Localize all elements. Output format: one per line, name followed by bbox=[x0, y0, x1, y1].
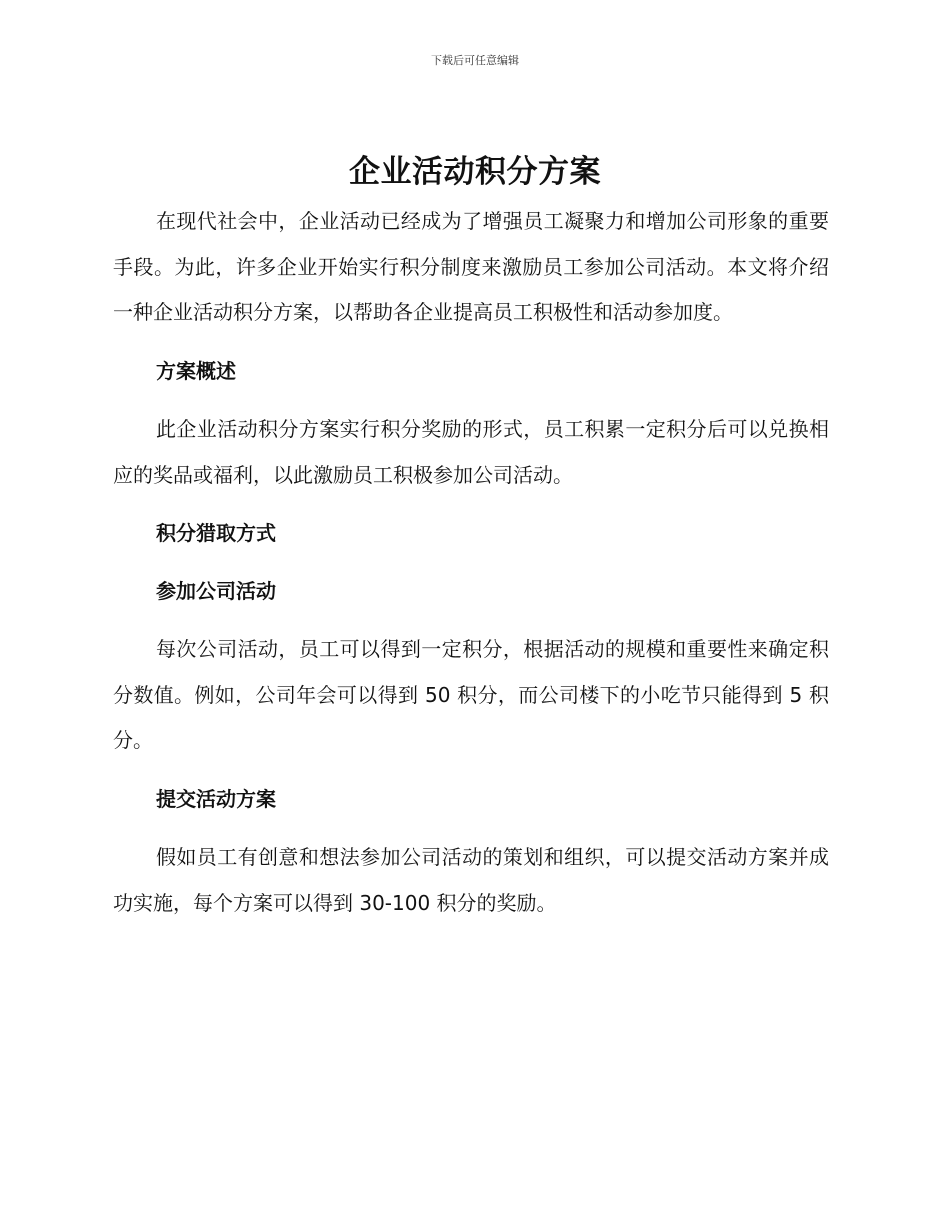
section-heading-overview: 方案概述 bbox=[156, 358, 236, 383]
section-heading-earning-methods: 积分猎取方式 bbox=[156, 521, 276, 545]
spacer bbox=[113, 614, 829, 627]
document-title: 企业活动积分方案 bbox=[349, 154, 601, 190]
spacer bbox=[113, 557, 829, 569]
spacer bbox=[113, 764, 829, 777]
spacer bbox=[113, 336, 829, 349]
document-body bbox=[113, 199, 829, 926]
spacer bbox=[113, 498, 829, 511]
section-body-join-activities: 每次公司活动，员工可以得到一定积分，根据活动的规模和重要性来确定积分数值。例如，公司年会可以得到 50 积分，而公司楼下的小吃节只能得到 5 积分。 bbox=[113, 637, 829, 752]
spacer bbox=[113, 394, 829, 407]
page-header-note: 下载后可任意编辑 bbox=[431, 54, 519, 67]
spacer bbox=[113, 822, 829, 835]
section-body-overview: 此企业活动积分方案实行积分奖励的形式，员工积累一定积分后可以兑换相应的奖品或福利，以此激励员工积极参加公司活动。 bbox=[113, 417, 829, 487]
section-body-submit-plan: 假如员工有创意和想法参加公司活动的策划和组织，可以提交活动方案并成功实施，每个方案可以得到 30-100 积分的奖励。 bbox=[113, 845, 829, 915]
intro-paragraph: 在现代社会中，企业活动已经成为了增强员工凝聚力和增加公司形象的重要手段。为此，许多企业开始实行积分制度来激励员工参加公司活动。本文将介绍一种企业活动积分方案，以帮助各企业提高员工积极性和活动参加度。 bbox=[113, 209, 829, 324]
section-heading-submit-plan: 提交活动方案 bbox=[156, 786, 276, 811]
section-heading-join-activities: 参加公司活动 bbox=[156, 578, 276, 603]
